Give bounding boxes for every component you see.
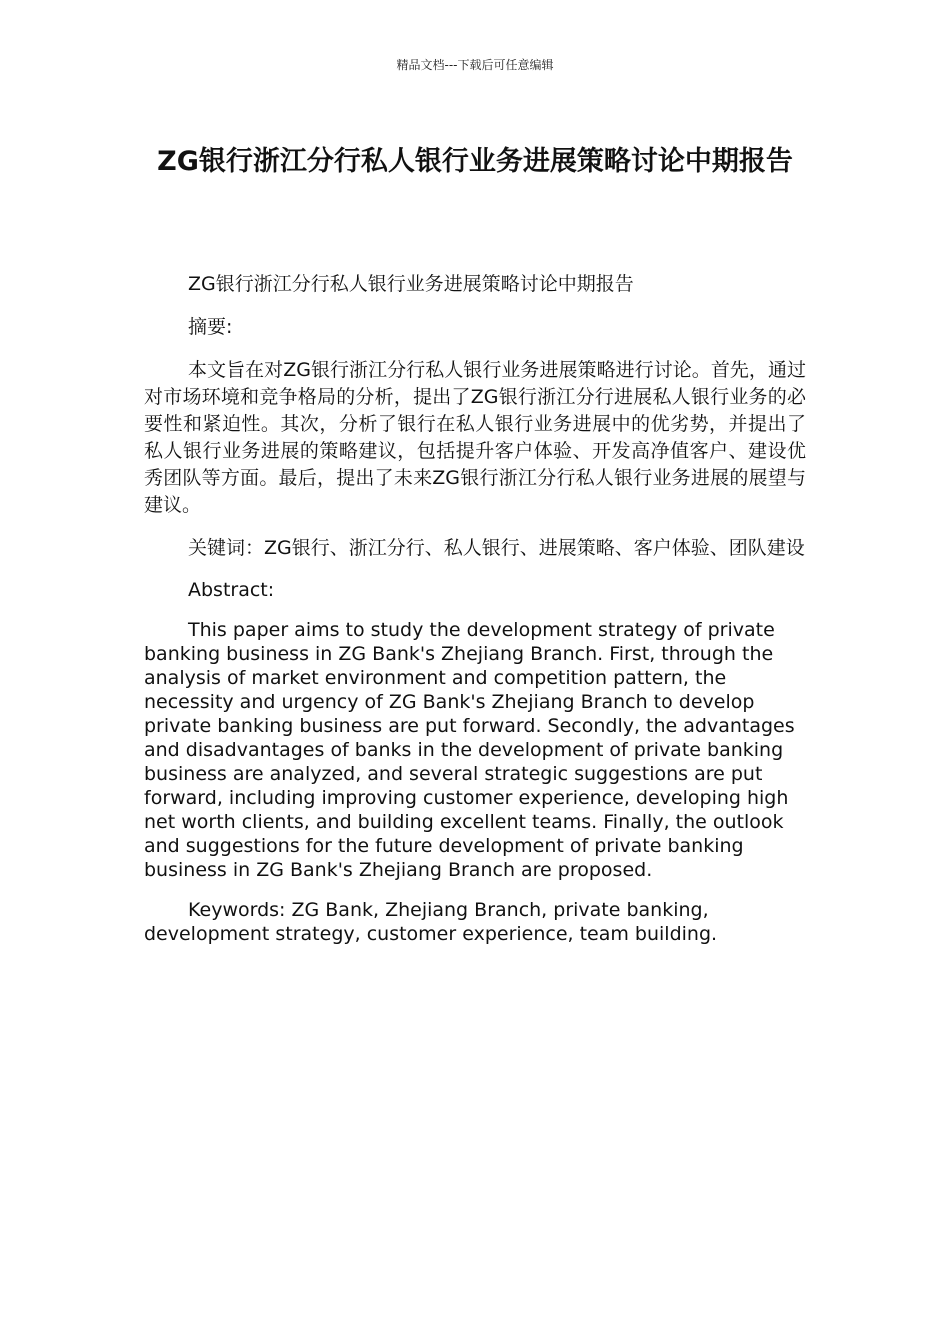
abstract-paragraph-en: This paper aims to study the development strategy of private banking business in ZG Bank's Zhejiang Branch. First, through the analysis of market environment and competition pattern, the necessity and urgency of ZG Bank's Zhejiang Branch to develop private banking business are put forward. Secondly, the advantages and disadvantages of banks in the development of private banking business are analyzed, and several strategic suggestions are put forward, including improving customer experience, developing high net worth clients, and building excellent teams. Finally, the outlook and suggestions for the future development of private banking business in ZG Bank's Zhejiang Branch are proposed.: [144, 619, 795, 881]
subtitle-paragraph: ZG银行浙江分行私人银行业务进展策略讨论中期报告: [188, 273, 634, 295]
keywords-paragraph-en: Keywords: ZG Bank, Zhejiang Branch, private banking, development strategy, customer experience, team building.: [144, 899, 718, 945]
document-body: [144, 271, 806, 962]
abstract-label-en: Abstract:: [188, 579, 275, 601]
running-header: 精品文档---下载后可任意编辑: [396, 58, 554, 72]
abstract-label-cn: 摘要:: [188, 316, 233, 338]
keywords-paragraph-cn: 关键词：ZG银行、浙江分行、私人银行、进展策略、客户体验、团队建设: [188, 537, 805, 559]
document-title: ZG银行浙江分行私人银行业务进展策略讨论中期报告: [157, 146, 793, 177]
abstract-paragraph-cn: 本文旨在对ZG银行浙江分行私人银行业务进展策略进行讨论。首先，通过对市场环境和竞争格局的分析，提出了ZG银行浙江分行进展私人银行业务的必要性和紧迫性。其次，分析了银行在私人银行业务进展中的优劣势，并提出了私人银行业务进展的策略建议，包括提升客户体验、开发高净值客户、建设优秀团队等方面。最后，提出了未来ZG银行浙江分行私人银行业务进展的展望与建议。: [144, 359, 806, 516]
